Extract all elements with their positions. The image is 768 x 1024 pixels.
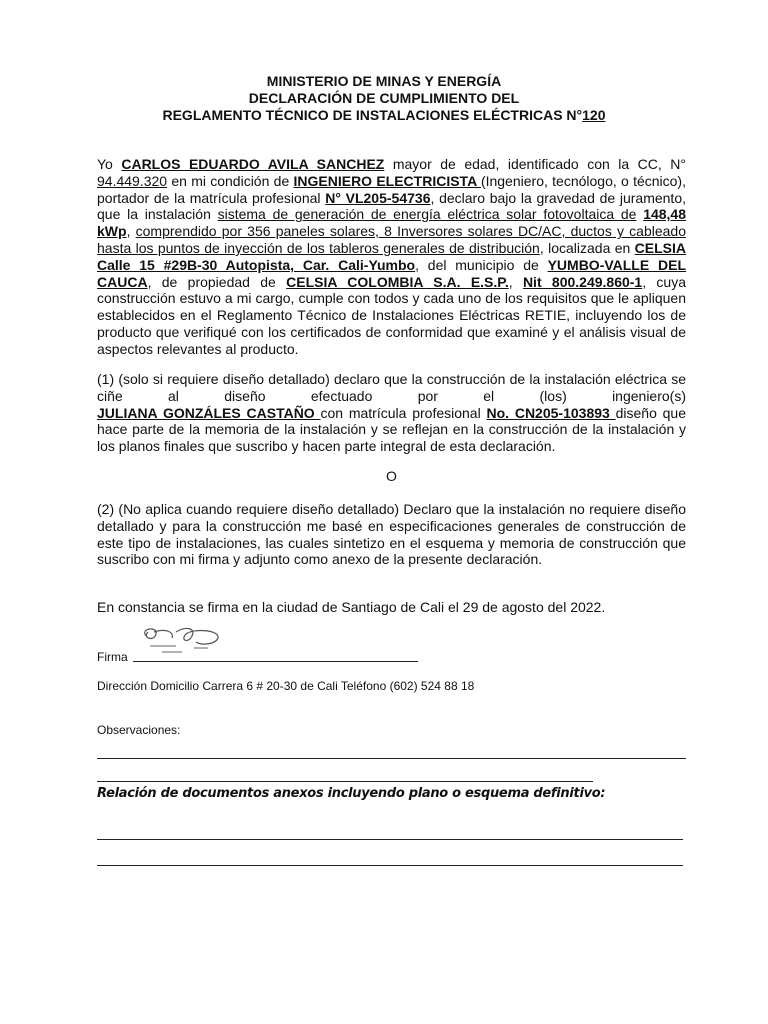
installation-description: sistema de generación de energía eléctrica solar fotovoltaica de (217, 206, 637, 223)
text-comma-2: , (508, 273, 523, 290)
designer-name: JULIANA GONZÁLES CASTAÑO (97, 404, 321, 421)
signature-image (136, 624, 226, 664)
option1-line2: ciñe al diseño efectuado por el (los) ingeniero(s) (97, 387, 686, 404)
regulation-number: 120 (582, 107, 606, 123)
declarant-role: INGENIERO ELECTRICISTA (293, 172, 481, 189)
declarant-matricula: N° VL205-54736 (325, 189, 431, 206)
declarant-cc: 94.449.320 (97, 172, 168, 189)
text-municipio: , del municipio de (415, 256, 548, 273)
option2-paragraph: (2) (No aplica cuando requiere diseño detallado) Declaro que la instalación no requiere diseño detallado y para la construcción me basé en especificaciones generales de construcción de este tipo de instalaciones, las cuales sintetizo en el esquema y memoria de construcción que suscribo con mi firma y adjunto como anexo de la presente declaración. (97, 501, 686, 568)
text-compliance: , cuya construcción estuvo a mi cargo, cumple con todos y cada uno de los requisitos que le apliquen establecidos en el Reglamento Técnico de Instalaciones Eléctricas RETIE, incluyendo los de producto que verifiqué con los certificados de conformidad que examiné y el análisis visual de aspectos relevantes al producto. (97, 273, 686, 357)
anexos-line-2 (97, 865, 683, 866)
owner-name: CELSIA COLOMBIA S.A. E.S.P. (286, 273, 509, 290)
firma-label: Firma (97, 650, 128, 664)
regulation-title-text: REGLAMENTO TÉCNICO DE INSTALACIONES ELÉCTRICAS N° (162, 107, 583, 123)
regulation-title (0, 106, 768, 124)
address-line: Dirección Domicilio Carrera 6 # 20-30 de Cali Teléfono (602) 524 88 18 (97, 679, 475, 693)
text-design-part: diseño que hace parte de la memoria de la instalación y se reflejan en la construcción de la instalación y los planos finales que suscribo y hacen parte integral de esta declaración. (97, 404, 686, 455)
designer-matricula: No. CN205-103893 (486, 404, 616, 421)
installation-location: CELSIA Calle 15 #29B-30 Autopista, Car. Cali-Yumbo (97, 239, 686, 273)
installation-detail: comprendido por 356 paneles solares, 8 Inversores solares DC/AC, ductos y cableado hasta los puntos de inyección de los tableros generales de distribución (97, 223, 686, 256)
ministry-title: MINISTERIO DE MINAS Y ENERGÍA (266, 73, 502, 89)
text-located: , localizada en (539, 239, 635, 256)
text-yo: Yo (97, 156, 122, 172)
text-matricula: (Ingeniero, tecnólogo, o técnico), portador de la matrícula profesional (97, 172, 686, 206)
declaration-title: DECLARACIÓN DE CUMPLIMIENTO DEL (248, 90, 520, 106)
anexos-label: Relación de documentos anexos incluyendo plano o esquema definitivo: (97, 786, 606, 801)
declarant-name: CARLOS EDUARDO AVILA SANCHEZ (121, 156, 385, 172)
anexos-line-1 (97, 839, 683, 840)
closing-statement: En constancia se firma en la ciudad de Santiago de Cali el 29 de agosto del 2022. (97, 599, 606, 615)
installation-municipio: YUMBO-VALLE DEL CAUCA (97, 256, 686, 290)
text-oath: , declaro bajo la gravedad de juramento, que la instalación (97, 189, 686, 223)
observaciones-line-2 (97, 781, 593, 782)
observaciones-line-1 (97, 758, 686, 759)
owner-nit: Nit 800.249.860-1 (522, 273, 643, 290)
text-designer-mat: con matrícula profesional (320, 404, 487, 421)
text-comma: , (126, 223, 136, 240)
text-owner: , de propiedad de (147, 273, 287, 290)
option1-line1: (1) (solo si requiere diseño detallado) declaro que la construcción de la instalación eléctrica se (97, 371, 686, 387)
text-condition: en mi condición de (167, 172, 294, 189)
option1-paragraph (97, 371, 686, 455)
installation-power: 148,48 kWp (97, 206, 687, 240)
option-separator: O (386, 468, 397, 484)
observaciones-label: Observaciones: (97, 723, 181, 737)
text-id: mayor de edad, identificado con la CC, N° (384, 156, 686, 172)
declaration-paragraph (97, 156, 686, 358)
signature-line (133, 661, 418, 662)
